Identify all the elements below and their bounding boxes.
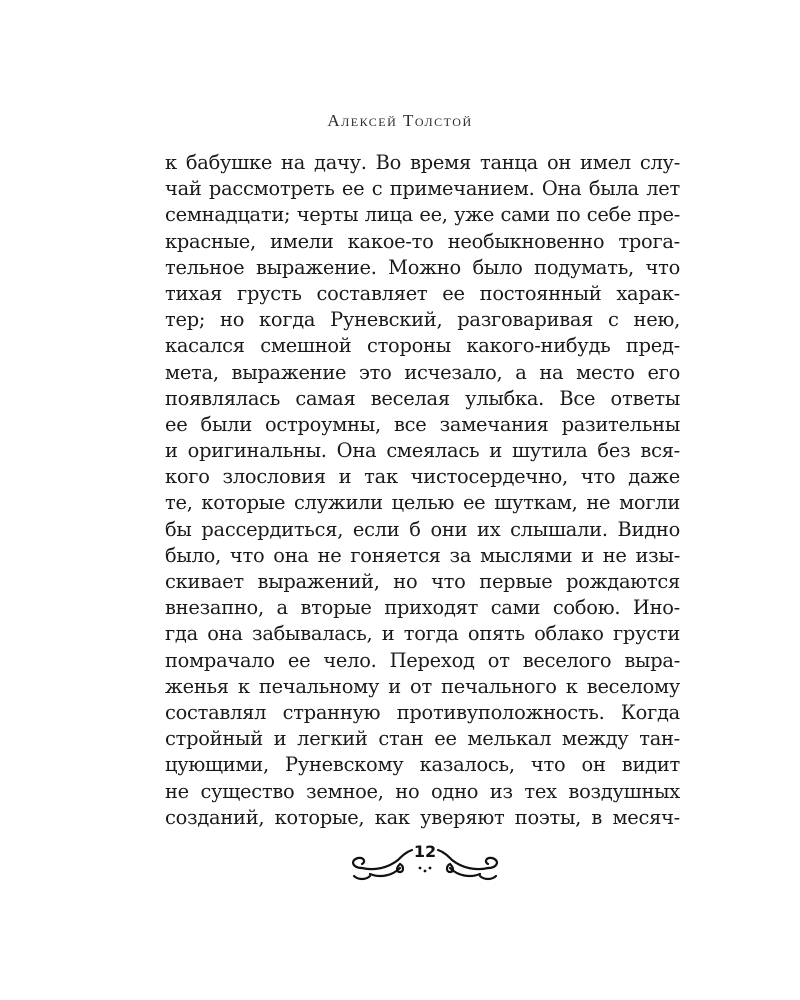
text-line: чай рассмотреть ее с примечанием. Она была лет — [165, 177, 680, 201]
text-line: мета, выражение это исчезало, а на место его — [165, 360, 680, 384]
text-line: гда она забывалась, и тогда опять облако грусти — [165, 622, 680, 646]
text-line: цующими, Руневскому казалось, что он видит — [165, 753, 680, 777]
text-line: созданий, которые, как уверяют поэты, в месяч- — [165, 805, 680, 829]
text-line: ее были остроумны, все замечания разительны — [165, 412, 680, 436]
text-line: помрачало ее чело. Переход от веселого выра- — [165, 648, 680, 672]
text-line: тельное выражение. Можно было подумать, что — [165, 255, 680, 279]
text-line: скивает выражений, но что первые рождаются — [165, 570, 680, 593]
page-folio — [340, 838, 510, 888]
text-line: бы рассердиться, если б они их слышали. Видно — [165, 517, 680, 541]
text-line: появлялась самая веселая улыбка. Все ответы — [165, 386, 680, 410]
text-line: и оригинальны. Она смеялась и шутила без вся- — [165, 439, 680, 463]
text-line: внезапно, а вторые приходят сами собою. Ино- — [165, 596, 680, 620]
text-line: кого злословия и так чистосердечно, что даже — [165, 465, 680, 489]
text-line: не существо земное, но одно из тех воздушных — [165, 779, 680, 803]
text-line: касался смешной стороны какого-нибудь пред- — [165, 334, 680, 358]
page-text — [165, 150, 680, 831]
running-head-title: Алексей Толстой — [327, 111, 473, 130]
text-line: семнадцати; черты лица ее, уже сами по себе пре- — [165, 203, 680, 227]
text-line: стройный и легкий стан ее мелькал между тан- — [165, 727, 680, 751]
text-line: те, которые служили целью ее шуткам, не могли — [165, 491, 680, 515]
text-line: тер; но когда Руневский, разговаривая с нею, — [165, 308, 680, 332]
text-line: составлял странную противуположность. Когда — [165, 700, 680, 724]
text-line: красные, имели какое-то необыкновенно трога- — [165, 229, 680, 253]
page-number: 12 — [413, 842, 437, 861]
text-line: тихая грусть составляет ее постоянный харак- — [165, 281, 680, 305]
text-line: было, что она не гоняется за мыслями и не изы- — [165, 543, 680, 567]
text-line: к бабушке на дачу. Во время танца он имел слу- — [165, 151, 680, 174]
text-line: женья к печальному и от печального к веселому — [165, 674, 680, 698]
